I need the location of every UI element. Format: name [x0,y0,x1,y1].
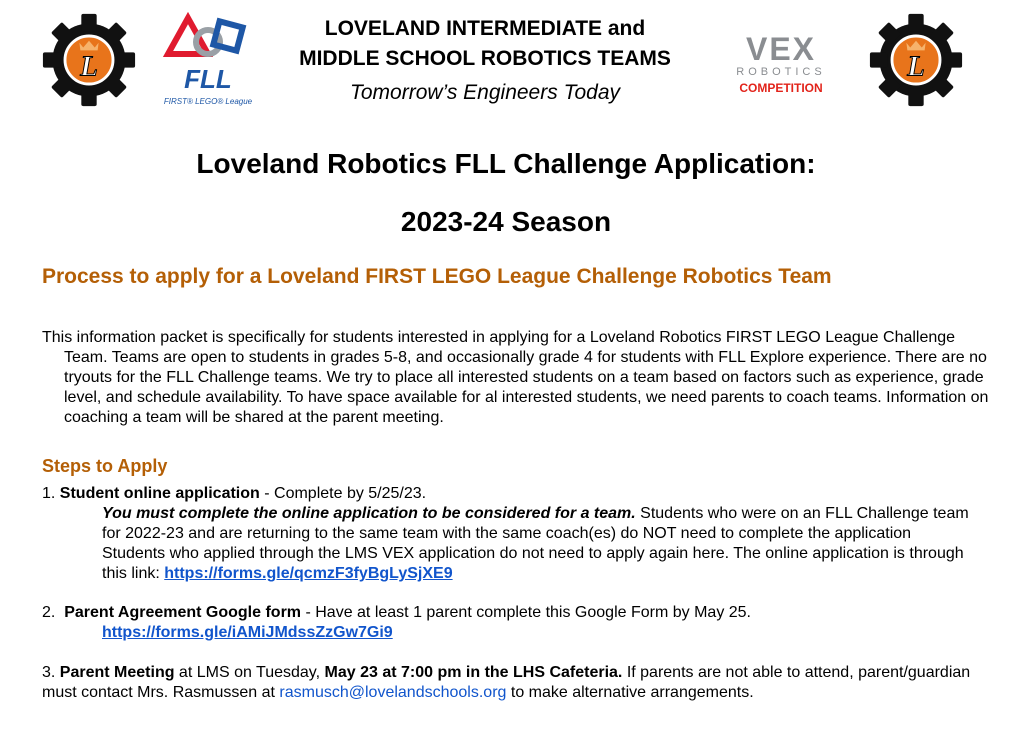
contact-email-link[interactable]: rasmusch@lovelandschools.org [279,684,507,701]
fll-logo [160,10,256,108]
step-1 [42,484,972,584]
fll-logo-subtext: FIRST® LEGO® League [163,97,253,106]
right-logo-letter: L [907,50,925,83]
step-2 [42,603,972,643]
step-3-text-2: If parents are not able to attend, parent/guardian must contact Mrs. Rasmussen at [42,664,971,701]
step-1-details [42,504,972,584]
step-2-title: Parent Agreement Google form [64,604,302,621]
step-3-bold-date: May 23 at 7:00 pm in the LHS Cafeteria. [324,664,623,681]
step-1-title: Student online application [59,485,260,502]
intro-paragraph: This information packet is specifically for students interested in applying for a Loveland Robotics FIRST LEGO League Challenge Team. Teams are open to students in grades 5-8, and occasionally grade 4 for students with FLL Explore experience. There are no tryouts for the FLL Challenge teams. We try to place all interested students on a team based on factors such as experience, grade level, and schedule availability. To have space available for al interested students, we need parents to coach teams. Information on coaching a team will be shared at the parent meeting. [42,329,989,426]
step-3-text-3: to make alternative arrangements. [506,684,754,701]
vex-logo-text: VEX [745,31,817,67]
step-1-body: Students who were on an FLL Challenge team for 2022-23 and are returning to the same team with the same coach(es) do NOT need to complete the application Students who applied through the LMS VEX application do not need to apply again here. The online application is through this link: [102,505,969,582]
step-2-line [42,603,972,623]
step-1-after-title: - Complete by 5/25/23. [259,485,427,502]
vex-logo-subtext-1: ROBOTICS [736,66,826,78]
header-title-line-1: LOVELAND INTERMEDIATE and [324,17,646,40]
loveland-gear-logo-left [41,12,137,108]
step-2-number: 2. [42,604,56,621]
step-2-after-title: - Have at least 1 parent complete this Google Form by May 25. [301,604,751,621]
step-1-number: 1. [42,485,56,502]
vex-logo-subtext-2: COMPETITION [739,81,823,95]
fll-logo-text: FLL [184,64,232,94]
step-2-details [42,623,972,643]
main-title-line-2: 2023-24 Season [400,206,612,237]
header-title-block [260,14,710,110]
loveland-gear-logo-right [868,12,964,108]
process-heading: Process to apply for a Loveland FIRST LEGO League Challenge Robotics Team [42,265,832,288]
step-3-text-1: at LMS on Tuesday, [174,664,325,681]
step-3 [42,663,972,703]
vex-robotics-logo [720,30,842,96]
header-title-line-2: MIDDLE SCHOOL ROBOTICS TEAMS [299,47,671,70]
header-tagline: Tomorrow’s Engineers Today [349,81,621,104]
parent-agreement-link[interactable]: https://forms.gle/iAMiJMdssZzGw7Gi9 [102,624,393,641]
step-1-line [42,484,972,504]
left-logo-letter: L [80,50,98,83]
main-title-line-1: Loveland Robotics FLL Challenge Application: [196,148,816,179]
steps-heading: Steps to Apply [42,456,168,476]
page-header [0,0,1012,118]
student-application-link[interactable]: https://forms.gle/qcmzF3fyBgLySjXE9 [164,565,453,582]
step-3-number: 3. [42,664,56,681]
step-3-title: Parent Meeting [59,664,175,681]
step-1-emphasis: You must complete the online application to be considered for a team. [102,505,636,522]
